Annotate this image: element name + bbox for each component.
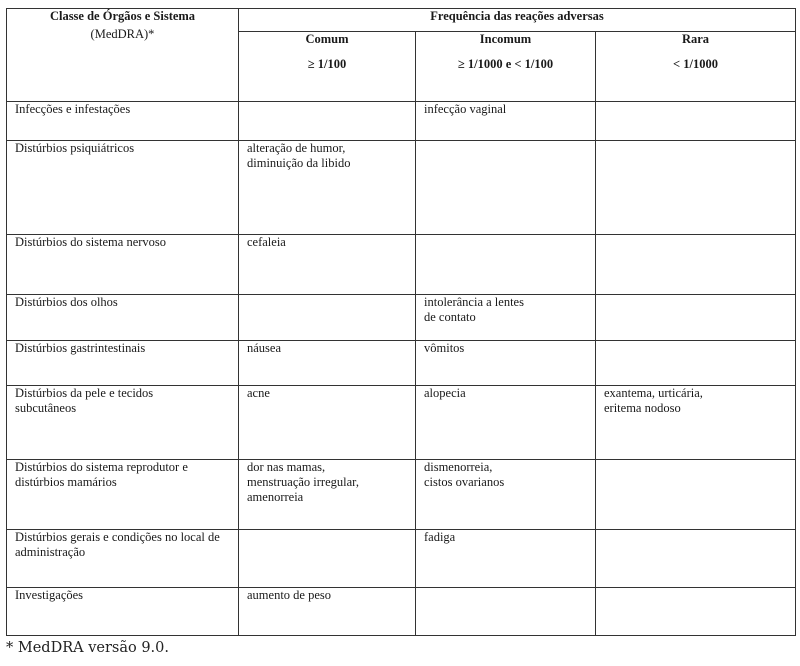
table-row [7,588,796,636]
rara-cell [596,530,796,588]
incomum-cell: alopecia [416,386,596,460]
table-row [7,235,796,295]
rara-cell [596,141,796,235]
rara-threshold: < 1/1000 [673,57,718,71]
frequency-group-header: Frequência das reações adversas [239,9,796,32]
comum-cell: acne [239,386,416,460]
table-row [7,460,796,530]
incomum-cell: fadiga [416,530,596,588]
rara-cell [596,235,796,295]
class-column-title: Classe de Órgãos e Sistema [49,9,196,23]
table-row [7,102,796,141]
incomum-cell: vômitos [416,341,596,386]
comum-label: Comum [305,32,349,46]
rara-cell [596,102,796,141]
footnote: * MedDRA versão 9.0. [6,640,169,656]
rara-cell [596,341,796,386]
comum-cell [239,102,416,141]
adverse-reactions-table [6,8,796,636]
comum-cell [239,530,416,588]
class-cell: Distúrbios do sistema reprodutor e distúrbios mamários [7,460,239,530]
incomum-threshold: ≥ 1/1000 e < 1/100 [457,57,554,71]
incomum-cell [416,141,596,235]
class-cell: Distúrbios gastrintestinais [7,341,239,386]
comum-threshold: ≥ 1/100 [307,57,347,71]
incomum-cell: infecção vaginal [416,102,596,141]
comum-cell: aumento de peso [239,588,416,636]
table-row [7,141,796,235]
class-column-header [7,9,239,102]
comum-cell: cefaleia [239,235,416,295]
comum-cell [239,295,416,341]
incomum-cell [416,588,596,636]
class-cell: Infecções e infestações [7,102,239,141]
comum-cell: alteração de humor, diminuição da libido [239,141,416,235]
class-cell: Investigações [7,588,239,636]
class-cell: Distúrbios psiquiátricos [7,141,239,235]
incomum-column-header [416,32,596,102]
class-column-subtitle: (MedDRA)* [90,27,155,41]
class-cell: Distúrbios dos olhos [7,295,239,341]
class-cell: Distúrbios gerais e condições no local de administração [7,530,239,588]
comum-column-header [239,32,416,102]
incomum-cell: dismenorreia, cistos ovarianos [416,460,596,530]
rara-cell [596,588,796,636]
comum-cell: dor nas mamas, menstruação irregular, amenorreia [239,460,416,530]
class-cell: Distúrbios do sistema nervoso [7,235,239,295]
table-row [7,341,796,386]
table-row [7,530,796,588]
comum-cell: náusea [239,341,416,386]
table-row [7,295,796,341]
incomum-label: Incomum [479,32,532,46]
incomum-cell [416,235,596,295]
incomum-cell: intolerância a lentes de contato [416,295,596,341]
rara-label: Rara [681,32,710,46]
table-row [7,386,796,460]
rara-cell: exantema, urticária, eritema nodoso [596,386,796,460]
class-cell: Distúrbios da pele e tecidos subcutâneos [7,386,239,460]
rara-cell [596,295,796,341]
rara-column-header [596,32,796,102]
rara-cell [596,460,796,530]
